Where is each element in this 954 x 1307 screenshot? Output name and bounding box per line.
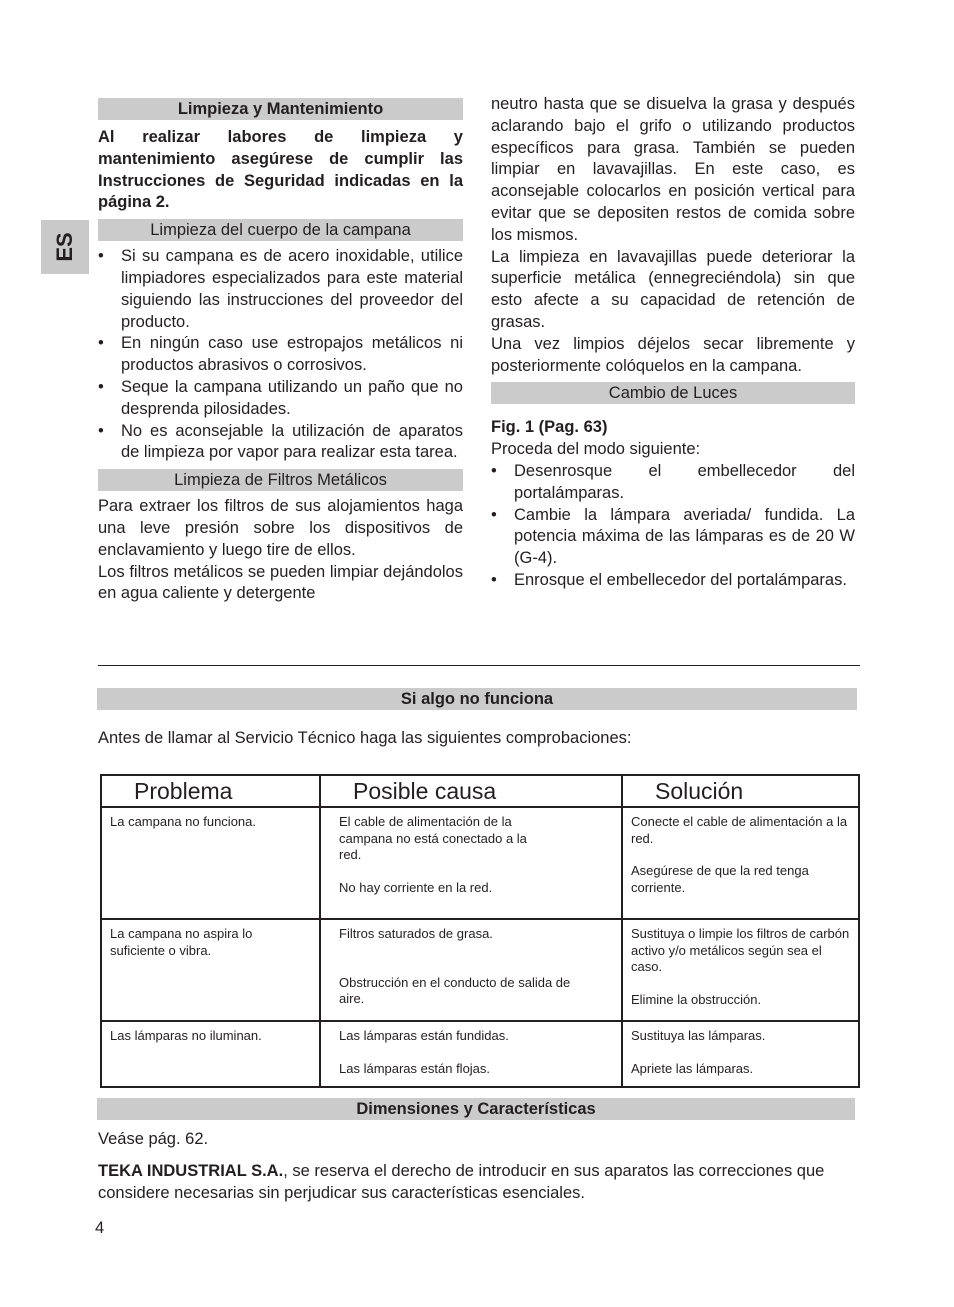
cause-text: Las lámparas están flojas.: [339, 1060, 491, 1076]
cause-text: El cable de alimentación de la campana no está conectado a la red.: [339, 814, 527, 862]
body-cleaning-list: [98, 246, 463, 464]
section-title-body-cleaning: Limpieza del cuerpo de la campana: [98, 219, 463, 241]
cause-text: Obstrucción en el conducto de salida de aire.: [339, 974, 571, 1006]
troubleshooting-intro: Antes de llamar al Servicio Técnico haga las siguientes comprobaciones:: [98, 729, 632, 747]
cause-cell: [320, 1021, 622, 1087]
list-item: • Seque la campana utilizando un paño que no desprenda pilosidades.: [98, 377, 463, 421]
problem-text: La campana no aspira lo suficiente o vibra.: [110, 926, 253, 958]
company-name: TEKA INDUSTRIAL S.A.: [98, 1162, 284, 1180]
problem-cell: [101, 1021, 320, 1087]
divider-line: [98, 665, 860, 666]
table-row: [101, 1021, 859, 1087]
cause-text: Filtros saturados de grasa.: [339, 926, 493, 941]
filters-paragraph-3: neutro hasta que se disuelva la grasa y después aclarando bajo el grifo o utilizando productos específicos para grasa. También se pueden limpiar en lavavajillas. En este caso, es aconsejable colocarlos en posición vertical para evitar que se depositen restos de comida sobre los mismos.: [491, 95, 855, 244]
table-row: [101, 807, 859, 919]
cause-cell: [320, 919, 622, 1021]
problem-cell: [101, 919, 320, 1021]
section-title-troubleshooting: Si algo no funciona: [97, 688, 857, 710]
solution-text: Elimine la obstrucción.: [631, 991, 762, 1007]
cause-cell: [320, 807, 622, 919]
left-column: [98, 98, 463, 605]
problem-text: Las lámparas no iluminan.: [110, 1028, 262, 1043]
solution-cell: [622, 919, 859, 1021]
language-tab: [41, 220, 89, 274]
disclaimer-text: , se reserva el derecho de introducir en sus aparatos las correcciones que considere necesarias sin perjudicar sus características esenciales.: [98, 1162, 825, 1202]
table-header-row: [101, 775, 859, 807]
lights-intro: Proceda del modo siguiente:: [491, 440, 701, 459]
page-number: 4: [95, 1219, 105, 1237]
list-item: • Si su campana es de acero inoxidable, utilice limpiadores especializados para este material siguiendo las instrucciones del proveedor del producto.: [98, 246, 463, 333]
solution-text: Conecte el cable de alimentación a la red.: [631, 814, 848, 846]
drying-paragraph: Una vez limpios déjelos secar libremente y posteriormente colóquelos en la campana.: [491, 334, 855, 375]
list-item: • Desenrosque el embellecedor del portalámparas.: [491, 461, 855, 505]
list-item: • Cambie la lámpara averiada/ fundida. La potencia máxima de las lámparas es de 20 W (G-4).: [491, 505, 855, 570]
column-header-cause: Posible causa: [320, 775, 622, 807]
solution-text: Apriete las lámparas.: [631, 1060, 754, 1076]
problem-cell: [101, 807, 320, 919]
filters-paragraph-1: Para extraer los filtros de sus alojamientos haga una leve presión sobre los dispositivos de enclavamiento y luego tire de ellos.: [98, 497, 463, 559]
solution-text: Asegúrese de que la red tenga corriente.: [631, 863, 809, 895]
list-item: • Enrosque el embellecedor del portalámparas.: [491, 570, 855, 592]
list-item: • En ningún caso use estropajos metálicos ni productos abrasivos o corrosivos.: [98, 333, 463, 377]
troubleshooting-table: [100, 774, 860, 1088]
solution-text: Sustituya las lámparas.: [631, 1028, 766, 1043]
dishwasher-paragraph: La limpieza en lavavajillas puede deteriorar la superficie metálica (ennegreciéndola) sin que esto afecte a su capacidad de retención de grasas.: [491, 247, 855, 331]
disclaimer-paragraph: [98, 1161, 858, 1205]
section-title-cleaning: Limpieza y Mantenimiento: [98, 98, 463, 120]
column-header-problem: Problema: [101, 775, 320, 807]
table-row: [101, 919, 859, 1021]
right-column: [491, 94, 855, 592]
language-tab-label: ES: [52, 232, 78, 262]
figure-reference: Fig. 1 (Pag. 63): [491, 418, 608, 437]
lights-steps-list: [491, 461, 855, 592]
filters-paragraph-2: Los filtros metálicos se pueden limpiar dejándolos en agua caliente y detergente: [98, 562, 463, 603]
column-header-solution: Solución: [622, 775, 859, 807]
list-item: • No es aconsejable la utilización de aparatos de limpieza por vapor para realizar esta tarea.: [98, 421, 463, 465]
safety-note: Al realizar labores de limpieza y mantenimiento asegúrese de cumplir las Instrucciones de Seguridad indicadas en la página 2.: [98, 128, 463, 212]
cause-text: Las lámparas están fundidas.: [339, 1028, 509, 1043]
solution-text: Sustituya o limpie los filtros de carbón activo y/o metálicos según sea el caso.: [631, 926, 850, 974]
problem-text: La campana no funciona.: [110, 814, 256, 829]
solution-cell: [622, 1021, 859, 1087]
dimensions-reference: Veáse pág. 62.: [98, 1130, 209, 1148]
solution-cell: [622, 807, 859, 919]
section-title-lights: Cambio de Luces: [491, 382, 855, 404]
cause-text: No hay corriente en la red.: [339, 879, 493, 895]
section-title-dimensions: Dimensiones y Características: [97, 1098, 855, 1120]
section-title-filter-cleaning: Limpieza de Filtros Metálicos: [98, 469, 463, 491]
